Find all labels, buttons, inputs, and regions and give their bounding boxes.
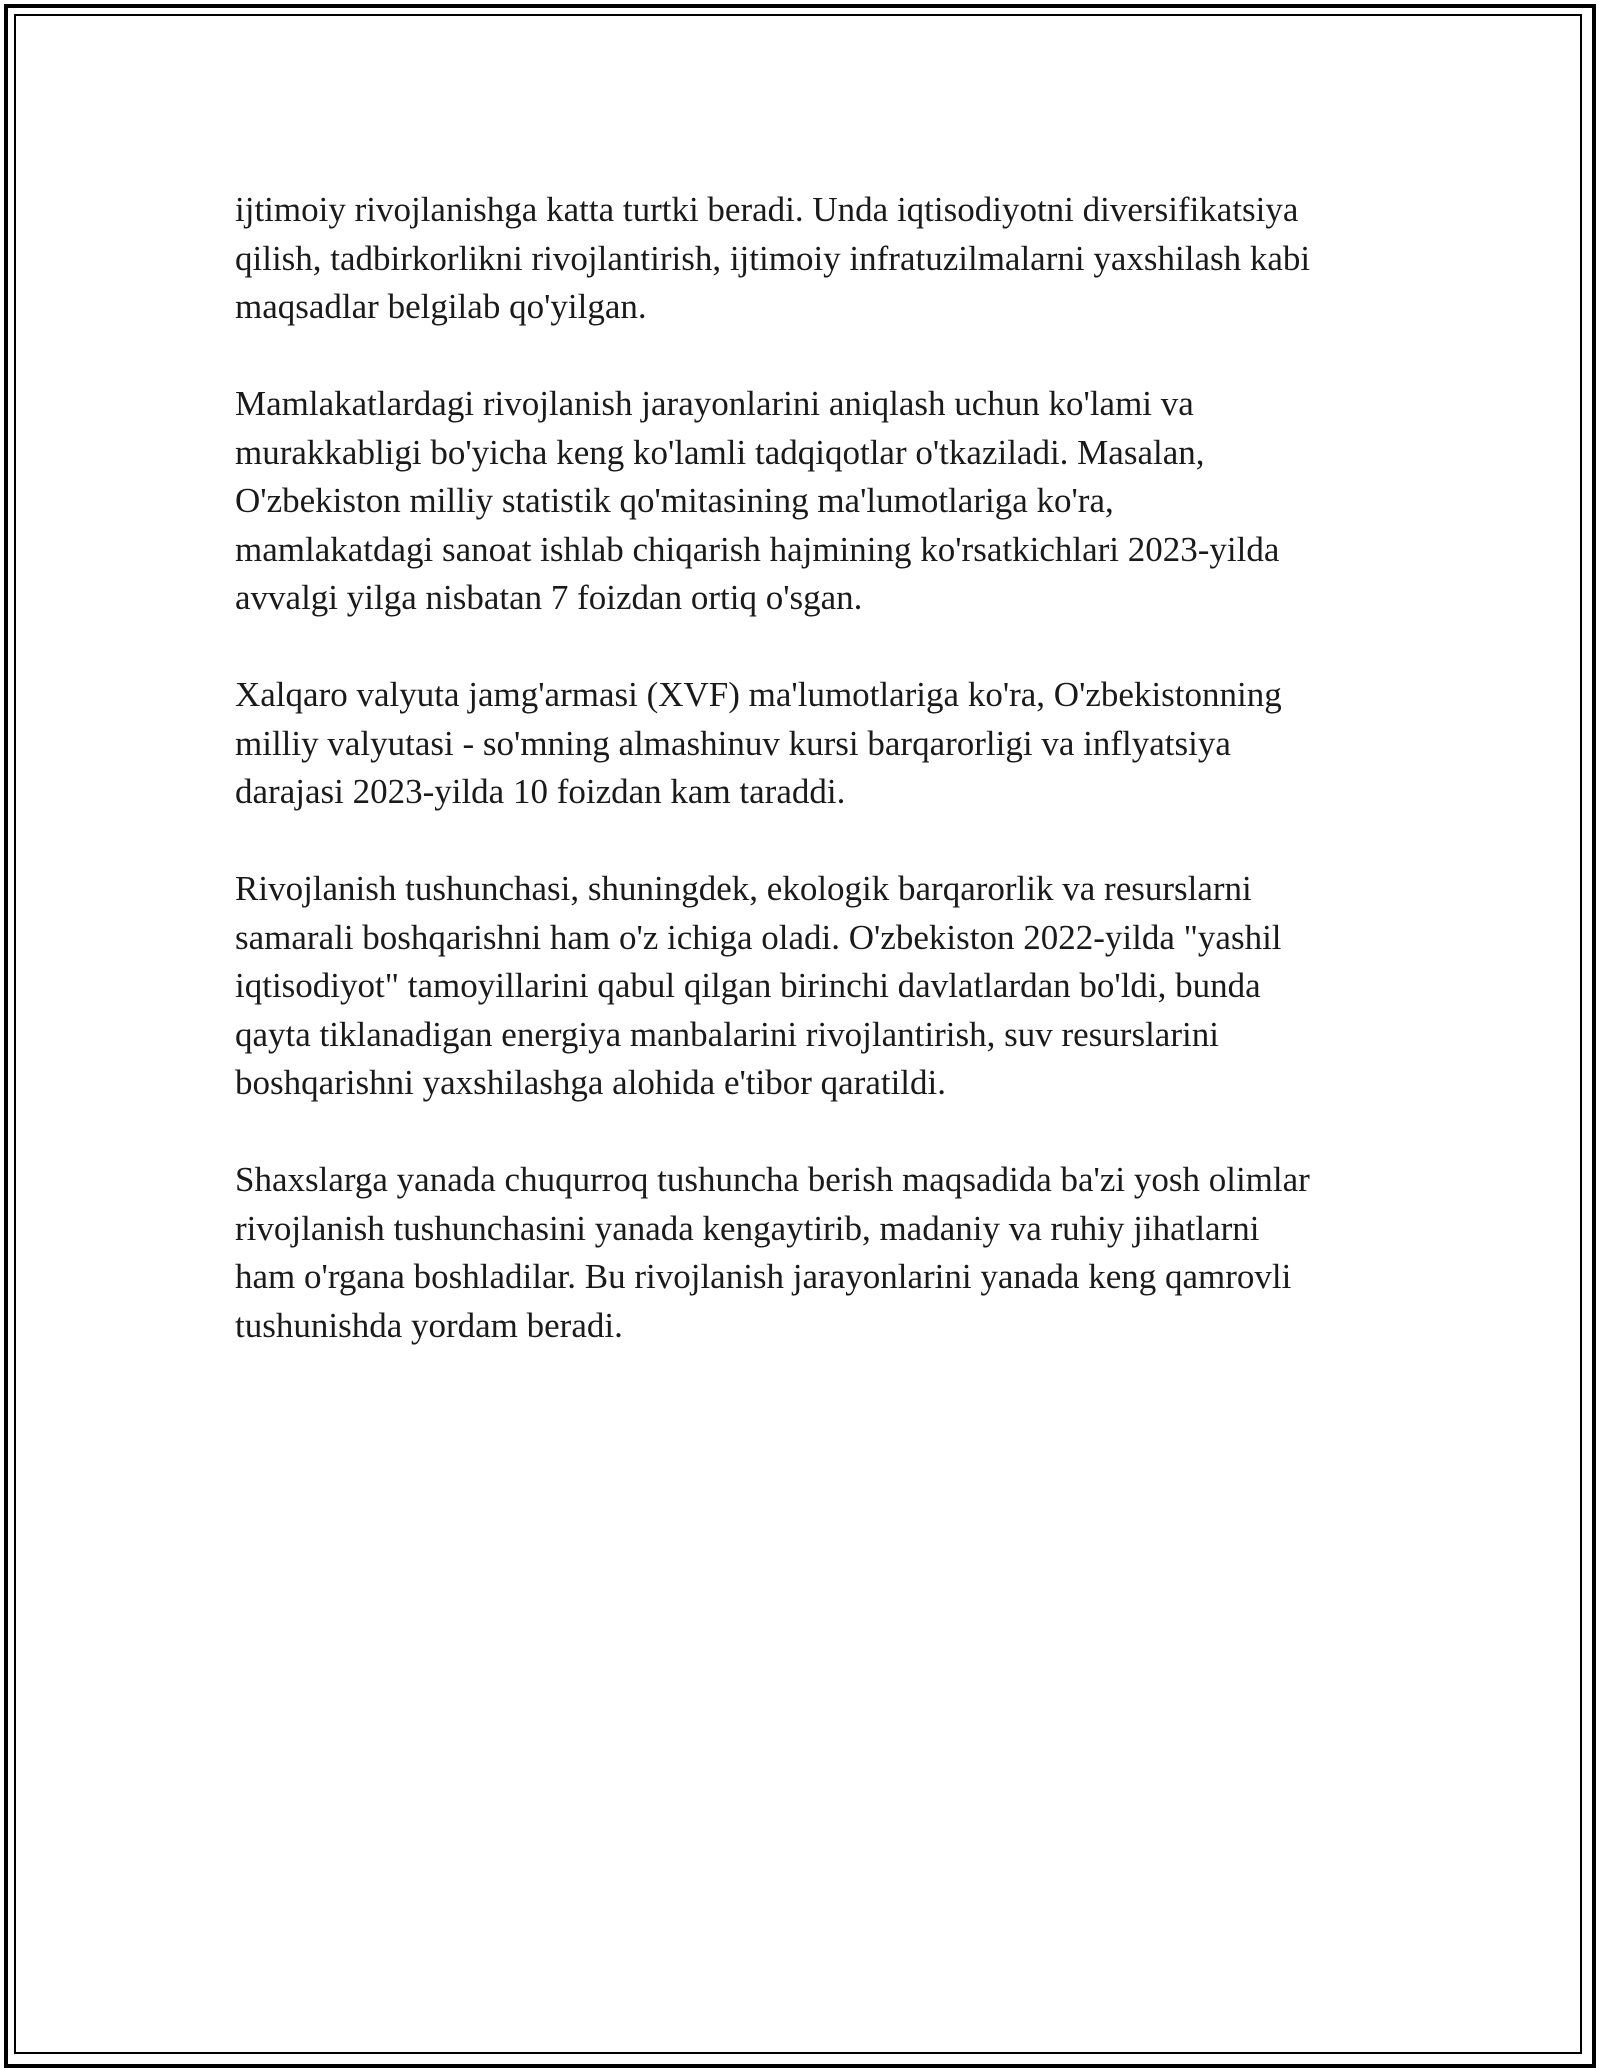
text-line: Xalqaro valyuta jamg'armasi (XVF) ma'lumotlariga ko'ra, O'zbekistonning [235,675,1282,714]
paragraph-4 [235,865,1375,1108]
text-line: mamlakatdagi sanoat ishlab chiqarish hajmining ko'rsatkichlari 2023-yilda [235,529,1280,569]
text-line: darajasi 2023-yilda 10 foizdan kam taraddi. [235,772,846,811]
text-line: boshqarishni yaxshilashga alohida e'tibor qaratildi. [235,1063,947,1102]
text-line: milliy valyutasi - so'mning almashinuv kursi barqarorligi va inflyatsiya [235,723,1231,763]
paragraph-3 [235,671,1375,817]
document-body [235,186,1375,1399]
text-line: iqtisodiyot" tamoyillarini qabul qilgan birinchi davlatlardan bo'ldi, bunda [235,966,1261,1005]
paragraph-1 [235,186,1375,332]
text-line: ham o'rgana boshladilar. Bu rivojlanish jarayonlarini yanada keng qamrovli [235,1257,1292,1296]
text-line: Shaxslarga yanada chuqurroq tushuncha berish maqsadida ba'zi yosh olimlar [235,1160,1310,1199]
text-line: rivojlanish tushunchasini yanada kengaytirib, madaniy va ruhiy jihatlarni [235,1208,1260,1248]
text-line: O'zbekiston milliy statistik qo'mitasining ma'lumotlariga ko'ra, [235,481,1114,520]
text-line: qayta tiklanadigan energiya manbalarini rivojlantirish, suv resurslarini [235,1014,1219,1054]
paragraph-2 [235,380,1375,623]
text-line: ijtimoiy rivojlanishga katta turtki beradi. Unda iqtisodiyotni diversifikatsiya [235,190,1299,229]
text-line: murakkabligi bo'yicha keng ko'lamli tadqiqotlar o'tkaziladi. Masalan, [235,432,1205,472]
text-line: Mamlakatlardagi rivojlanish jarayonlarini aniqlash uchun ko'lami va [235,384,1194,423]
text-line: qilish, tadbirkorlikni rivojlantirish, ijtimoiy infratuzilmalarni yaxshilash kabi [235,238,1311,278]
text-line: samarali boshqarishni ham o'z ichiga oladi. O'zbekiston 2022-yilda "yashil [235,917,1282,957]
text-line: tushunishda yordam beradi. [235,1305,623,1345]
text-line: maqsadlar belgilab qo'yilgan. [235,287,647,326]
paragraph-5 [235,1156,1375,1350]
text-line: avvalgi yilga nisbatan 7 foizdan ortiq o'sgan. [235,578,863,617]
text-line: Rivojlanish tushunchasi, shuningdek, ekologik barqarorlik va resurslarni [235,869,1252,908]
